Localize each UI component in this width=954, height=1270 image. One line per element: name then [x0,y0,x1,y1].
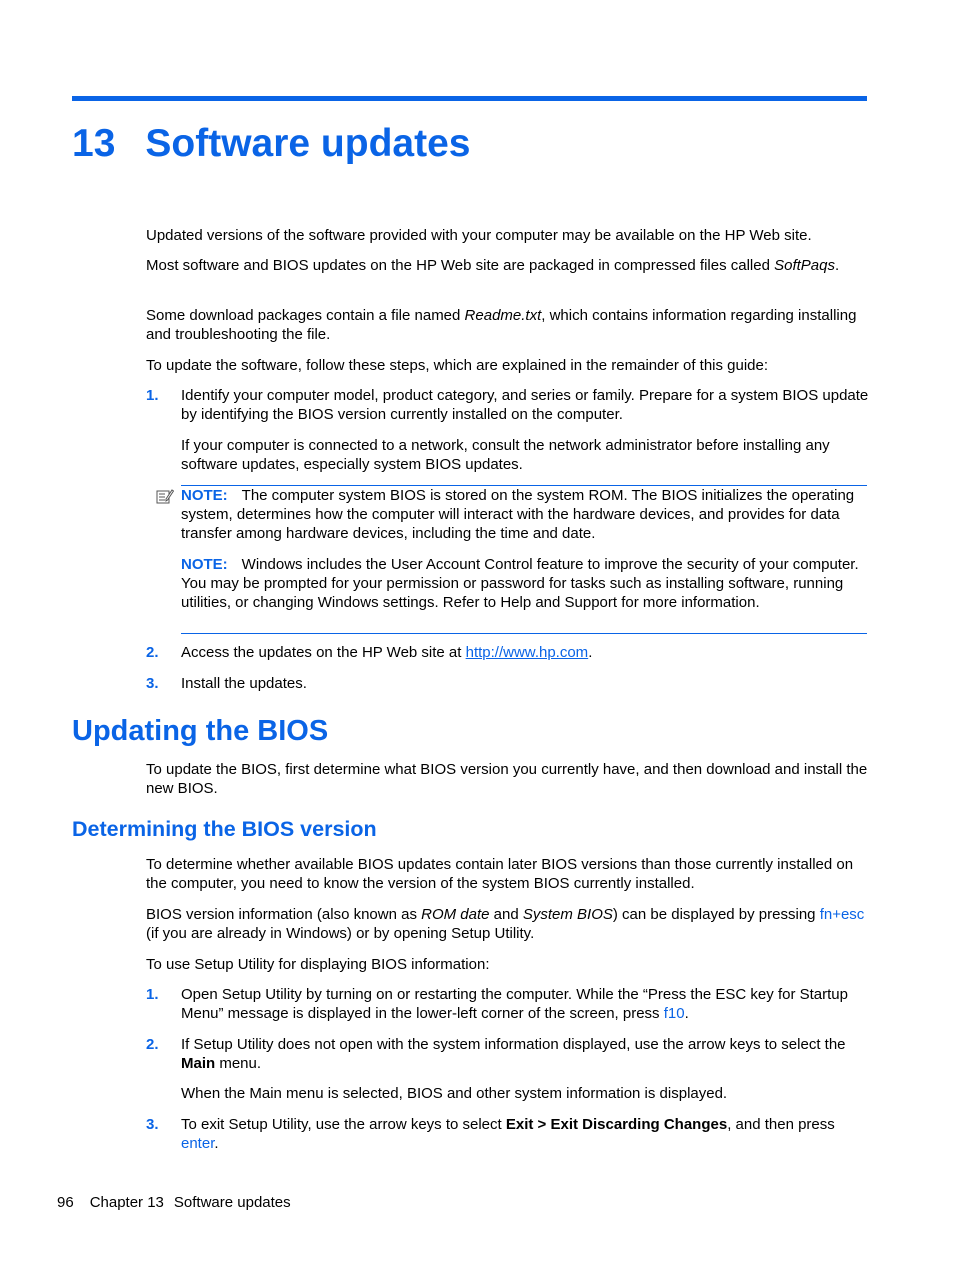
main-menu-term: Main [181,1055,216,1072]
rom-date-term: ROM date [421,906,490,923]
step-number: 1. [146,986,159,1003]
exit-discarding-term: Exit > Exit Discarding Changes [505,1116,728,1133]
intro-paragraph-3: Some download packages contain a file named Readme.txt, which contains information regarding installing and troubleshooting the file. [146,307,857,343]
intro-paragraph-4: To update the software, follow these steps, which are explained in the remainder of this guide: [146,357,769,374]
step-number: 2. [146,1036,159,1053]
page-number: 96 [57,1194,74,1211]
chapter-title [72,120,470,168]
step-number: 3. [146,675,159,692]
step-text: Access the updates on the HP Web site at [181,644,462,661]
step-text: Install the updates. [181,675,307,692]
footer-title: Software updates [173,1194,291,1211]
note-2: NOTE: Windows includes the User Account Control feature to improve the security of your computer. You may be prompted for your permission or password for tasks such as installing software, running utilities, or changing Windows settings. Refer to Help and Support for more information. [181,556,859,611]
step-1-subparagraph: If your computer is connected to a network, consult the network administrator before installing any software updates, especially system BIOS updates. [181,437,830,473]
step-text: To exit Setup Utility, use the arrow keys to select [181,1116,502,1133]
step-number: 3. [146,1116,159,1133]
section-heading-updating-bios: Updating the BIOS [72,715,329,747]
hp-website-link[interactable]: http://www.hp.com [465,644,589,661]
section-heading-bios-version: Determining the BIOS version [72,817,377,841]
note-label: NOTE: [181,487,228,504]
page-footer [57,1193,307,1212]
chapter-number: 13 [72,122,116,165]
step-text: Identify your computer model, product category, and series or family. Prepare for a system BIOS update by identifying the BIOS version currently installed on the computer. [181,387,869,423]
step-number: 2. [146,644,159,661]
note-1: NOTE: The computer system BIOS is stored on the system ROM. The BIOS initializes the operating system, determines how the computer will interact with the hardware devices, and provides for data transfer among hardware devices, including the time and date. [181,487,855,542]
softpaqs-term: SoftPaqs [774,257,835,274]
version-paragraph-3: To use Setup Utility for displaying BIOS information: [146,956,490,973]
system-bios-term: System BIOS [522,906,613,923]
note-box [181,485,867,634]
enter-key: enter [181,1135,215,1152]
step-text: Open Setup Utility by turning on or restarting the computer. While the “Press the ESC key for Startup Menu” message is displayed in the lower-left corner of the screen, press [181,986,848,1022]
intro-paragraph-1: Updated versions of the software provided with your computer may be available on the HP Web site. [146,227,812,244]
f10-key: f10 [663,1005,685,1022]
step-number: 1. [146,387,159,404]
readme-filename: Readme.txt [464,307,542,324]
intro-paragraph-2: Most software and BIOS updates on the HP Web site are packaged in compressed files called SoftPaqs. [146,257,840,274]
step-text: If Setup Utility does not open with the system information displayed, use the arrow keys to select the [181,1036,846,1053]
fn-esc-key: fn+esc [819,906,865,923]
version-paragraph-2: BIOS version information (also known as ROM date and System BIOS) can be displayed by pressing fn+esc (if you are already in Windows) or by opening Setup Utility. [146,906,865,942]
note-label: NOTE: [181,556,228,573]
footer-chapter: Chapter 13 [89,1194,164,1211]
chapter-title-text: Software updates [145,122,471,165]
chapter-rule [72,96,867,101]
version-paragraph-1: To determine whether available BIOS updates contain later BIOS versions than those currently installed on the computer, you need to know the version of the system BIOS currently installed. [146,856,854,892]
note-icon [156,488,174,504]
bios-paragraph: To update the BIOS, first determine what BIOS version you currently have, and then download and install the new BIOS. [146,761,868,797]
version-step-2-subparagraph: When the Main menu is selected, BIOS and other system information is displayed. [181,1085,728,1102]
